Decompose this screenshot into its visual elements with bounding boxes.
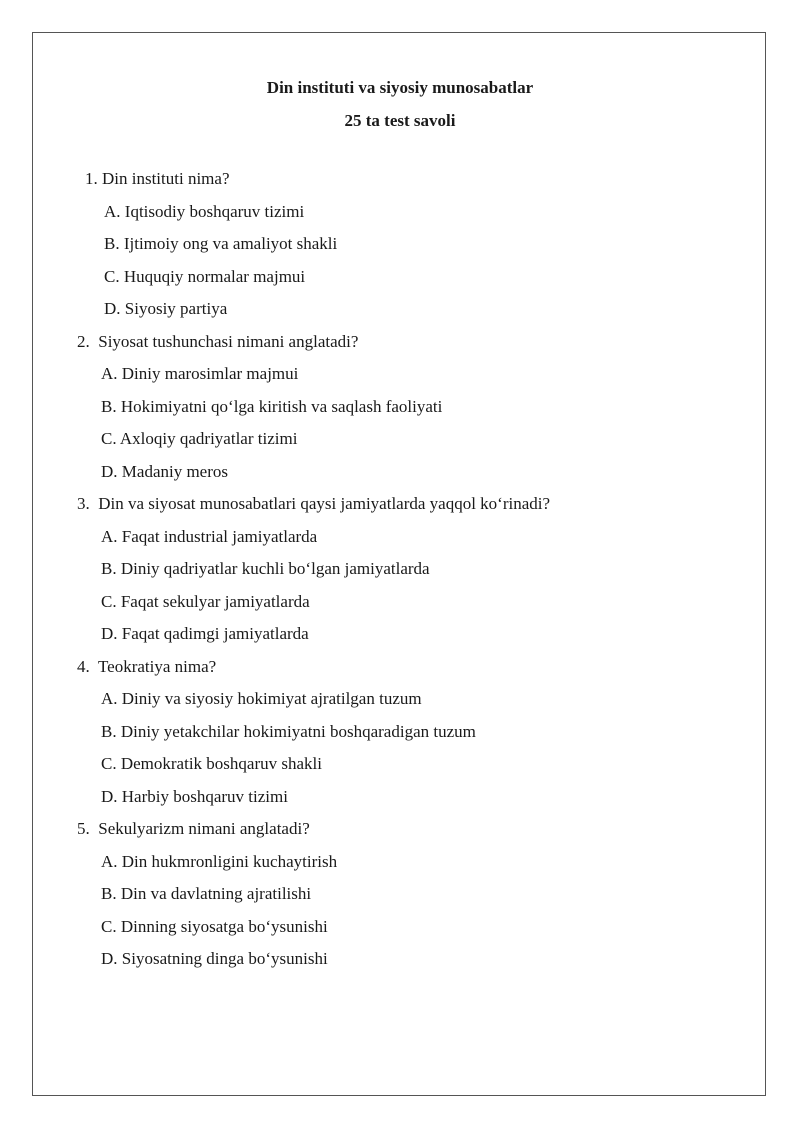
document-title: Din instituti va siyosiy munosabatlar xyxy=(266,78,534,97)
question-3-option-b: B. Diniy qadriyatlar kuchli bo‘lgan jamiyatlarda xyxy=(101,559,430,578)
question-1-option-c: C. Huquqiy normalar majmui xyxy=(104,267,306,286)
question-number: 1. xyxy=(85,169,98,188)
question-number: 2. xyxy=(77,332,90,351)
question-5 xyxy=(77,818,310,840)
question-5-option-d: D. Siyosatning dinga bo‘ysunishi xyxy=(101,949,328,968)
question-text: Din instituti nima? xyxy=(102,169,230,188)
question-3-option-d: D. Faqat qadimgi jamiyatlarda xyxy=(101,624,309,643)
question-1-option-b: B. Ijtimoiy ong va amaliyot shakli xyxy=(104,234,338,253)
question-number: 3. xyxy=(77,494,90,513)
document-subtitle: 25 ta test savoli xyxy=(344,111,456,130)
question-number: 4. xyxy=(77,657,90,676)
question-1-option-a: A. Iqtisodiy boshqaruv tizimi xyxy=(104,202,305,221)
question-3-option-c: C. Faqat sekulyar jamiyatlarda xyxy=(101,592,310,611)
question-2-option-c: C. Axloqiy qadriyatlar tizimi xyxy=(101,429,298,448)
question-2-option-a: A. Diniy marosimlar majmui xyxy=(101,364,299,383)
question-text: Din va siyosat munosabatlari qaysi jamiyatlarda yaqqol ko‘rinadi? xyxy=(98,494,551,513)
question-4-option-d: D. Harbiy boshqaruv tizimi xyxy=(101,787,288,806)
question-5-option-b: B. Din va davlatning ajratilishi xyxy=(101,884,312,903)
question-5-option-c: C. Dinning siyosatga bo‘ysunishi xyxy=(101,917,328,936)
question-2 xyxy=(77,331,358,353)
question-number: 5. xyxy=(77,819,90,838)
question-1-option-d: D. Siyosiy partiya xyxy=(104,299,228,318)
question-4-option-a: A. Diniy va siyosiy hokimiyat ajratilgan tuzum xyxy=(101,689,422,708)
question-2-option-d: D. Madaniy meros xyxy=(101,462,229,481)
question-text: Sekulyarizm nimani anglatadi? xyxy=(98,819,310,838)
question-3-option-a: A. Faqat industrial jamiyatlarda xyxy=(101,527,318,546)
question-3 xyxy=(77,493,550,515)
question-text: Siyosat tushunchasi nimani anglatadi? xyxy=(98,332,359,351)
question-2-option-b: B. Hokimiyatni qo‘lga kiritish va saqlash faoliyati xyxy=(101,397,443,416)
question-4-option-b: B. Diniy yetakchilar hokimiyatni boshqaradigan tuzum xyxy=(101,722,476,741)
question-4-option-c: C. Demokratik boshqaruv shakli xyxy=(101,754,322,773)
question-5-option-a: A. Din hukmronligini kuchaytirish xyxy=(101,852,338,871)
question-text: Teokratiya nima? xyxy=(97,657,217,676)
question-4 xyxy=(77,656,216,678)
question-1 xyxy=(85,168,230,190)
